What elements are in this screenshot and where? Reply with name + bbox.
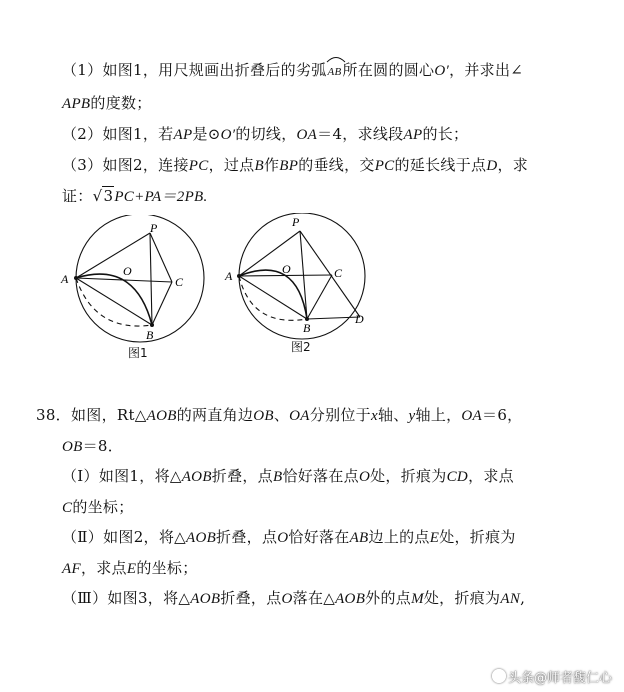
var: O′: [220, 127, 236, 143]
var: E: [429, 530, 440, 546]
problem-38-part-i-line-2: [62, 497, 134, 518]
fig2-label-c: C: [334, 266, 343, 280]
figure-1-caption: 图1: [128, 346, 148, 360]
watermark-logo-icon: [492, 669, 506, 683]
text: ＝8．: [82, 437, 124, 455]
fig1-label-p: P: [150, 221, 158, 235]
var: AF: [62, 561, 81, 577]
var: O: [277, 530, 289, 546]
text: 恰好落在点: [282, 467, 359, 485]
text: 的延长线于点: [394, 156, 487, 174]
figure-2-caption: 图2: [291, 340, 311, 354]
var: E: [126, 561, 137, 577]
fig2-folded-arc: [239, 270, 307, 319]
problem-38-part-i-line-1: [62, 466, 514, 487]
var: M: [411, 591, 424, 607]
problem-38-part-ii-line-1: [62, 527, 516, 548]
text: 是⊙: [192, 125, 221, 143]
var: AOB: [335, 591, 366, 607]
text: 外的点: [365, 589, 412, 607]
var: B: [272, 469, 283, 485]
text: 处，折痕为: [439, 528, 516, 546]
problem-38-line-2: [62, 436, 123, 457]
var: PC: [188, 158, 209, 174]
sqrt-symbol: √3: [92, 187, 114, 205]
text: 折叠，点: [220, 589, 282, 607]
watermark-text: 头条@师者馥仁心: [507, 671, 612, 686]
fig1-label-c: C: [175, 275, 184, 289]
text: 的坐标；: [136, 559, 198, 577]
figure-2: [222, 213, 382, 343]
var: OB: [62, 439, 83, 455]
problem-38-part-ii-line-2: [62, 558, 198, 579]
text: 的度数；: [90, 94, 152, 112]
text: 的垂线，交: [298, 156, 375, 174]
text: 的长；: [422, 125, 469, 143]
fig2-line-ap: [239, 231, 300, 276]
text: （Ⅰ）如图1，将△: [62, 467, 182, 485]
fig1-label-b: B: [146, 328, 154, 342]
var: PC: [374, 158, 395, 174]
var: OA: [289, 408, 310, 424]
fig1-line-pc: [150, 233, 172, 282]
arc-label: AB: [327, 66, 342, 78]
fig1-line-cb: [152, 282, 172, 325]
var: B: [254, 158, 264, 174]
var: AOB: [190, 591, 221, 607]
fig2-line-bd: [307, 317, 360, 319]
text: （Ⅱ）如图2，将△: [62, 528, 186, 546]
text: 分别位于: [309, 406, 371, 424]
text: ，求点: [80, 559, 127, 577]
text: 38．如图，Rt△: [36, 406, 147, 424]
text: 落在△: [292, 589, 336, 607]
var: D: [486, 158, 498, 174]
fig2-line-cb: [307, 275, 332, 319]
text: （3）如图2，连接: [62, 156, 189, 174]
text: 轴上，: [415, 406, 462, 424]
var: O′: [434, 63, 450, 79]
text: ，并求出∠: [449, 61, 524, 79]
fig1-line-ap: [76, 233, 150, 278]
text: ，求点: [468, 467, 514, 485]
var: x: [370, 408, 378, 424]
fig1-line-ab: [76, 278, 152, 325]
text: 轴、: [377, 406, 409, 424]
text: 作: [263, 156, 280, 174]
text: ＝4，求线段: [317, 125, 404, 143]
var: AB: [349, 530, 369, 546]
var: OB: [253, 408, 274, 424]
problem-2-line: [62, 124, 468, 145]
text: ＝6，: [482, 406, 523, 424]
var: C: [62, 500, 73, 516]
figure-1: [55, 215, 225, 345]
fig2-point-a: [237, 274, 241, 278]
text: （1）如图1，用尺规画出折叠后的劣弧: [62, 61, 327, 79]
fig2-label-p: P: [292, 215, 300, 229]
var: AN: [500, 591, 521, 607]
text: （2）如图1，若: [62, 125, 174, 143]
var: CD: [446, 469, 469, 485]
text: 证：: [62, 187, 93, 205]
text: 的坐标；: [72, 498, 134, 516]
fig1-point-a: [74, 276, 78, 280]
text: 边上的点: [368, 528, 430, 546]
fig1-label-o: O: [123, 264, 132, 278]
var: OA: [296, 127, 318, 143]
fig2-label-d: D: [355, 312, 364, 326]
text: ，求: [497, 156, 529, 174]
problem-3-line-1: [62, 155, 528, 176]
problem-1-line-2: [62, 93, 152, 114]
fig2-label-o: O: [282, 262, 291, 276]
fig2-label-b: B: [303, 321, 311, 335]
var: O: [281, 591, 293, 607]
fig2-line-ab: [239, 276, 307, 319]
fig1-line-pb: [150, 233, 152, 325]
expression: PC+PA＝2PB.: [114, 189, 208, 205]
var: OA: [461, 408, 483, 424]
text: （Ⅲ）如图3，将△: [62, 589, 191, 607]
fig2-line-pd: [300, 231, 360, 317]
watermark: [492, 667, 612, 686]
radicand: 3: [103, 187, 114, 205]
var: AOB: [146, 408, 177, 424]
var: BP: [279, 158, 299, 174]
var: AOB: [181, 469, 212, 485]
fig1-point-b: [150, 323, 154, 327]
text: 折叠，点: [216, 528, 278, 546]
var: APB: [62, 96, 91, 112]
text: 处，折痕为: [370, 467, 447, 485]
text: 折叠，点: [211, 467, 273, 485]
var: O: [358, 469, 371, 485]
problem-1-line-1: [62, 60, 523, 82]
var: AP: [173, 127, 193, 143]
text: 恰好落在: [288, 528, 350, 546]
fig2-label-a: A: [225, 269, 233, 283]
text: 所在圆的圆心: [342, 61, 435, 79]
var: AOB: [185, 530, 217, 546]
var: y: [408, 408, 416, 424]
text: 的切线，: [235, 125, 297, 143]
arc-ab: [327, 62, 343, 82]
problem-3-line-2: [62, 186, 208, 207]
problem-38-line-1: [36, 405, 522, 426]
problem-38-part-iii-line-1: [62, 588, 525, 609]
var: AP: [403, 127, 423, 143]
text: ，过点: [208, 156, 255, 174]
text: 、: [273, 406, 290, 424]
text: ,: [520, 589, 526, 607]
text: 处，折痕为: [423, 589, 501, 607]
text: 的两直角边: [176, 406, 254, 424]
fig1-label-a: A: [61, 272, 69, 286]
